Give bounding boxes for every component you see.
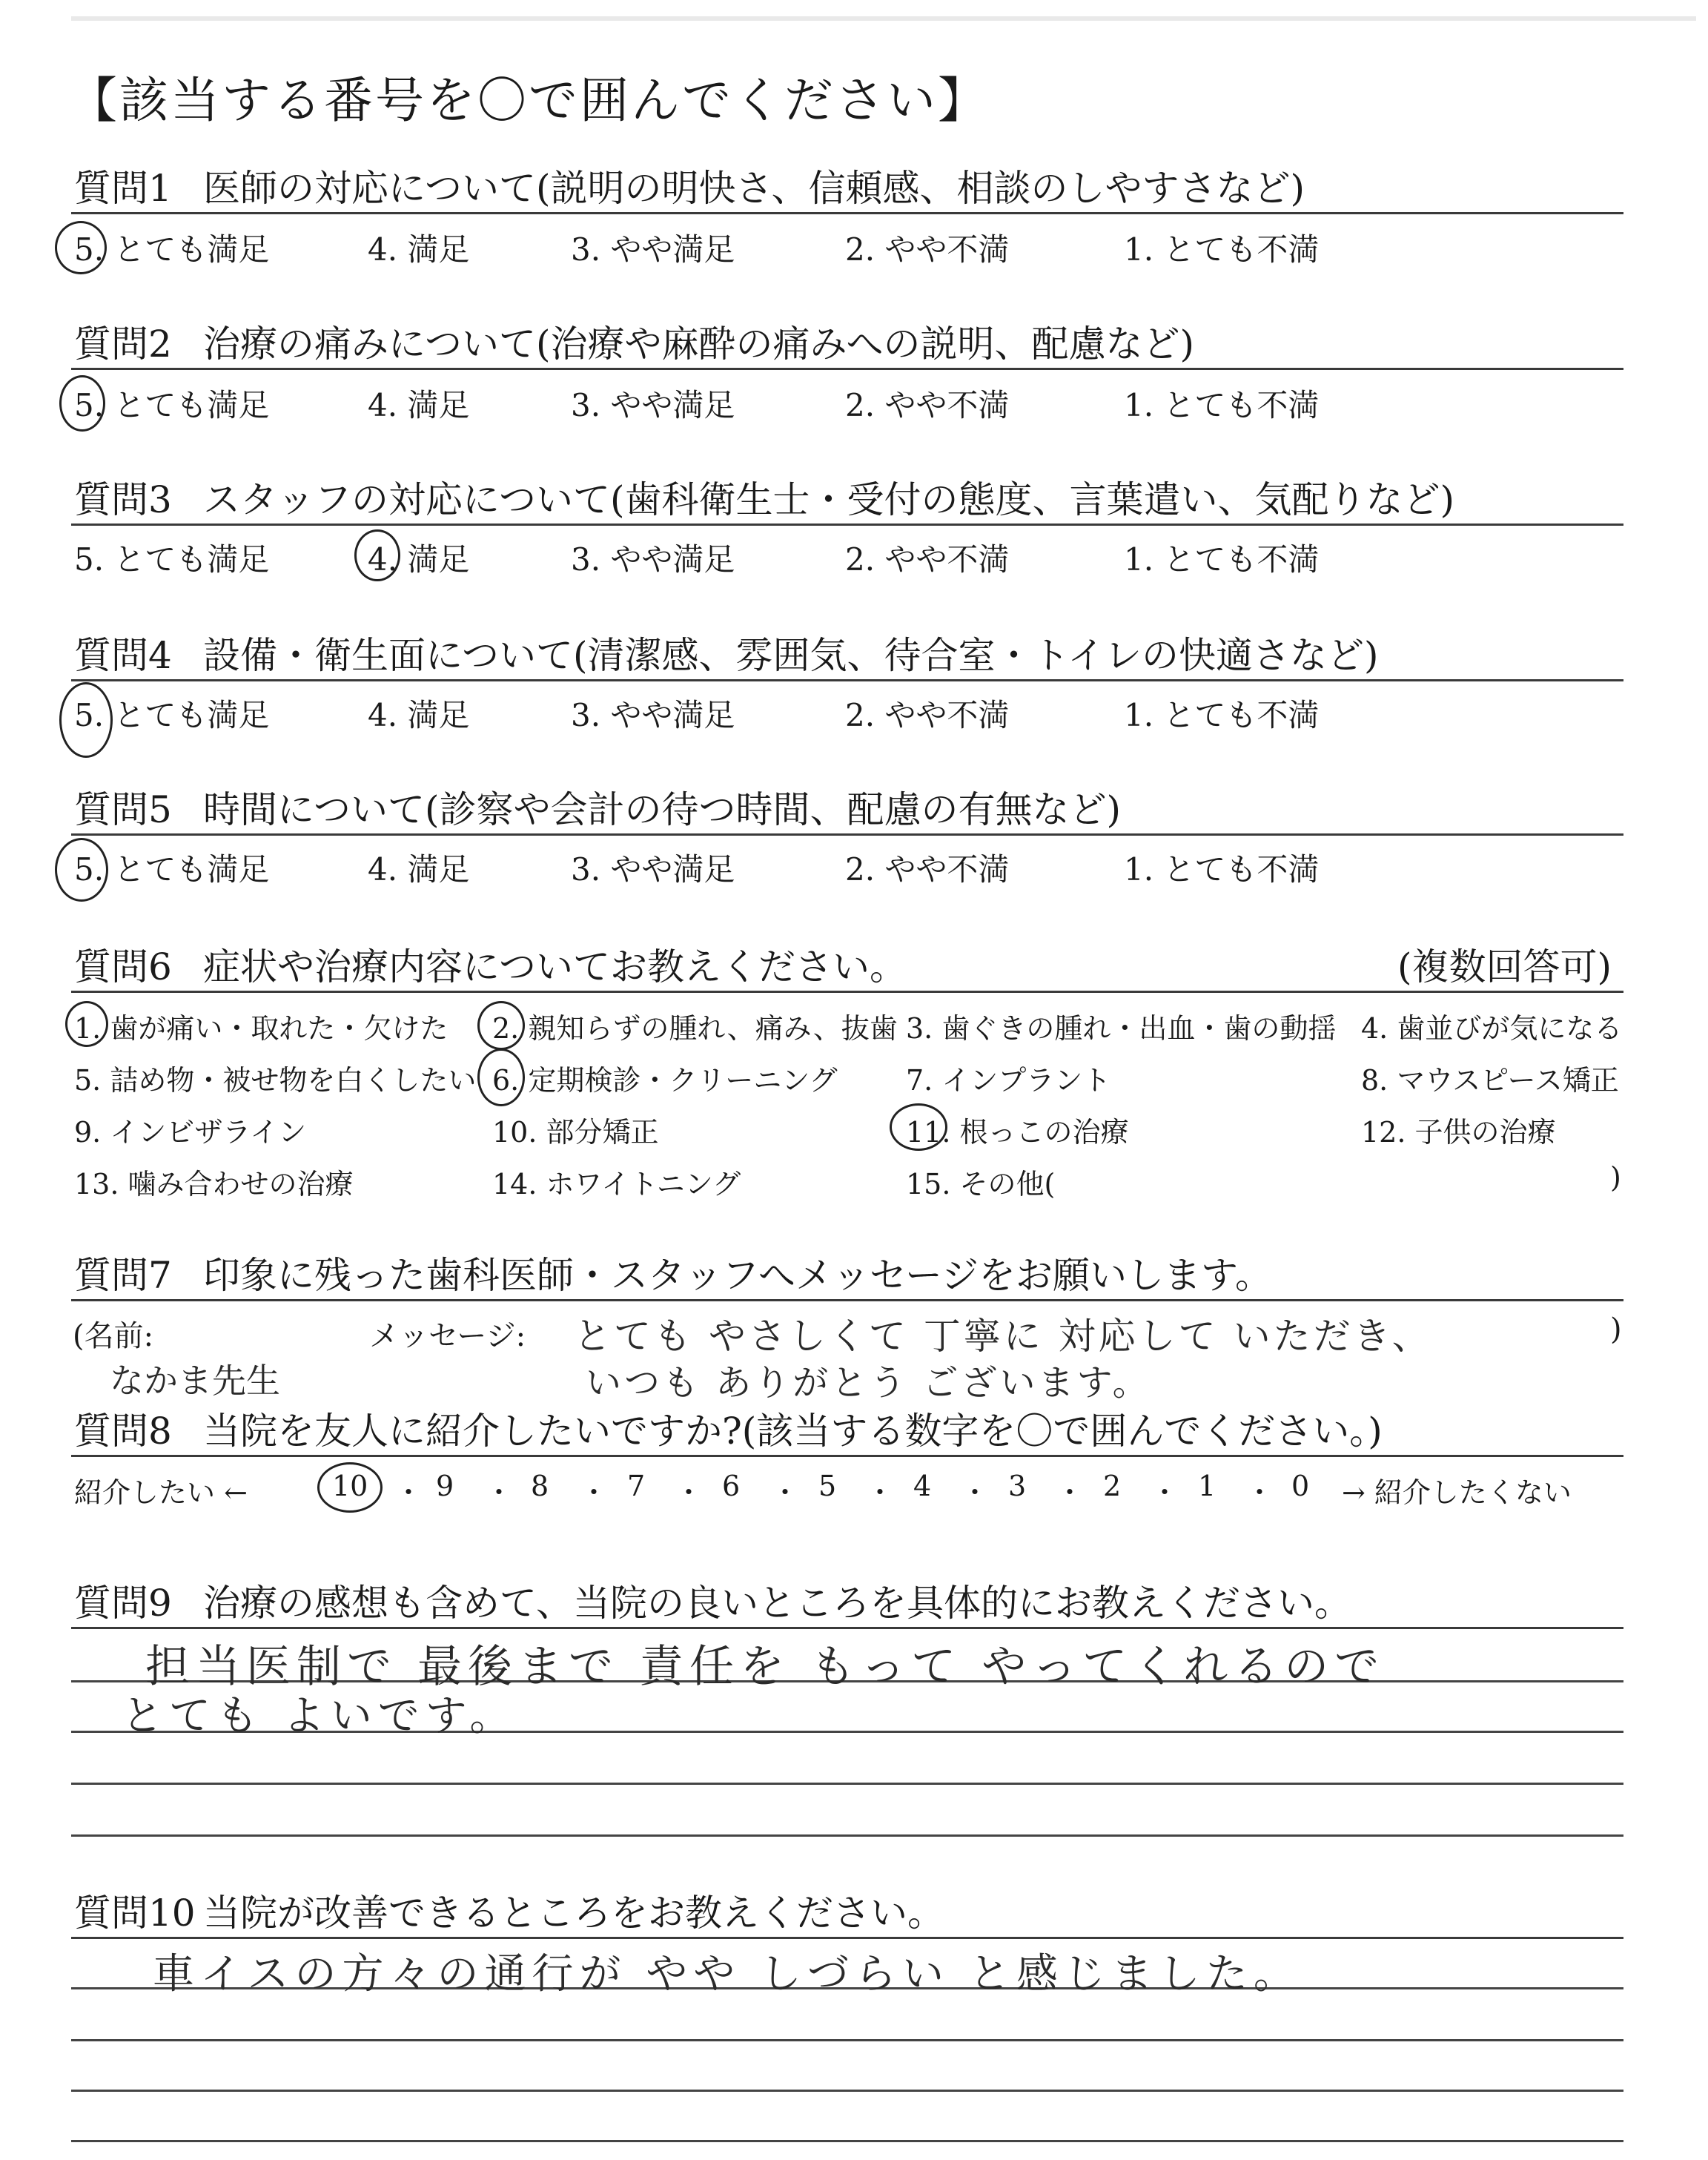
q5-option-3[interactable]: 3. やや満足 (571, 851, 735, 888)
scale-dot: ・ (1245, 1476, 1274, 1509)
question-number: 質問5 (74, 788, 172, 831)
scale-dot: ・ (866, 1476, 895, 1509)
question-8 (71, 1398, 1623, 1457)
question-10 (71, 1880, 1623, 1939)
q6-item-6[interactable]: 6. 定期検診・クリーニング (492, 1064, 838, 1097)
question-text: 時間について(診察や会計の待つ時間、配慮の有無など) (203, 788, 1122, 831)
top-divider (71, 16, 1696, 21)
q5-option-5[interactable]: 5. とても満足 (74, 851, 270, 888)
question-text: 当院を友人に紹介したいですか?(該当する数字を〇で囲んでください。) (203, 1410, 1383, 1453)
scale-3[interactable]: 3 (1008, 1470, 1027, 1502)
question-header (71, 1880, 1623, 1939)
scale-6[interactable]: 6 (722, 1470, 741, 1502)
q6-item-7[interactable]: 7. インプラント (906, 1064, 1111, 1097)
message-label: メッセージ: (369, 1319, 526, 1353)
scale-7[interactable]: 7 (627, 1470, 646, 1502)
recommend-left-label: 紹介したい ← (74, 1476, 248, 1509)
q2-option-4[interactable]: 4. 満足 (368, 387, 470, 423)
question-2 (71, 311, 1623, 370)
q6-item-11[interactable]: 11. 根っこの治療 (906, 1116, 1129, 1149)
q6-item-3[interactable]: 3. 歯ぐきの腫れ・出血・歯の動揺 (906, 1012, 1337, 1045)
name-label: (名前: (73, 1319, 154, 1353)
question-9 (71, 1571, 1623, 1629)
writing-line (71, 1783, 1623, 1785)
question-text: スタッフの対応について(歯科衛生士・受付の態度、言葉遣い、気配りなど) (203, 478, 1455, 521)
question-text: 治療の痛みについて(治療や麻酔の痛みへの説明、配慮など) (203, 323, 1195, 366)
question-number: 質問9 (74, 1582, 172, 1625)
q3-option-4[interactable]: 4. 満足 (368, 541, 470, 578)
scale-dot: ・ (394, 1476, 423, 1509)
scale-1[interactable]: 1 (1198, 1470, 1217, 1502)
q4-option-3[interactable]: 3. やや満足 (571, 697, 735, 733)
question-text: 医師の対応について(説明の明快さ、信頼感、相談のしやすさなど) (203, 167, 1305, 210)
question-number: 質問4 (74, 634, 172, 677)
q3-option-5[interactable]: 5. とても満足 (74, 541, 270, 578)
q1-option-4[interactable]: 4. 満足 (368, 231, 470, 268)
question-number: 質問6 (74, 945, 172, 988)
writing-line (71, 2140, 1623, 2142)
q6-item-12[interactable]: 12. 子供の治療 (1361, 1116, 1556, 1149)
q4-option-1[interactable]: 1. とても不満 (1124, 697, 1320, 733)
question-header (71, 1571, 1623, 1629)
selection-circle (55, 221, 107, 274)
q1-option-1[interactable]: 1. とても不満 (1124, 231, 1320, 268)
selection-circle (890, 1103, 947, 1151)
question-1 (71, 156, 1623, 214)
question-7 (71, 1243, 1623, 1301)
recommend-right-label: → 紹介したくない (1342, 1476, 1572, 1509)
writing-line (71, 1834, 1623, 1837)
scale-9[interactable]: 9 (436, 1470, 454, 1502)
q6-item-10[interactable]: 10. 部分矯正 (492, 1116, 659, 1149)
question-4 (71, 623, 1623, 681)
question-number: 質問7 (74, 1254, 172, 1297)
selection-circle (59, 682, 113, 758)
scale-2[interactable]: 2 (1103, 1470, 1122, 1502)
question-text: 治療の感想も含めて、当院の良いところを具体的にお教えください。 (203, 1582, 1351, 1625)
q6-item-2[interactable]: 2. 親知らずの腫れ、痛み、抜歯 (492, 1012, 898, 1045)
scale-5[interactable]: 5 (818, 1470, 837, 1502)
q6-item-8[interactable]: 8. マウスピース矯正 (1361, 1064, 1619, 1097)
q5-option-1[interactable]: 1. とても不満 (1124, 851, 1320, 888)
question-header (71, 467, 1623, 526)
selection-circle (65, 1001, 108, 1047)
handwritten-name: なかま先生 (110, 1361, 280, 1401)
question-3 (71, 467, 1623, 526)
question-6 (71, 934, 1623, 993)
q1-option-5[interactable]: 5. とても満足 (74, 231, 270, 268)
question-header (71, 311, 1623, 370)
q1-option-3[interactable]: 3. やや満足 (571, 231, 735, 268)
scale-dot: ・ (485, 1476, 514, 1509)
scale-dot: ・ (675, 1476, 704, 1509)
question-text: 設備・衛生面について(清潔感、雰囲気、待合室・トイレの快適さなど) (203, 634, 1379, 677)
selection-circle (354, 529, 400, 581)
q6-item-9[interactable]: 9. インビザライン (74, 1116, 307, 1149)
q6-item-15[interactable]: 15. その他( (906, 1168, 1056, 1200)
q6-item-14[interactable]: 14. ホワイトニング (492, 1168, 741, 1200)
q6-other-close-paren: ) (1610, 1161, 1621, 1194)
scale-10[interactable]: 10 (332, 1470, 368, 1502)
q6-item-1[interactable]: 1. 歯が痛い・取れた・欠けた (74, 1012, 448, 1045)
question-header (71, 156, 1623, 214)
question-header (71, 777, 1623, 836)
question-number: 質問1 (74, 167, 172, 210)
q6-item-5[interactable]: 5. 詰め物・被せ物を白くしたい (74, 1064, 477, 1097)
question-header (71, 1243, 1623, 1301)
scale-dot: ・ (1056, 1476, 1085, 1509)
q2-option-3[interactable]: 3. やや満足 (571, 387, 735, 423)
question-number: 質問10 (74, 1892, 196, 1935)
multiple-answers-note: (複数回答可) (1397, 945, 1612, 988)
selection-circle (55, 838, 108, 902)
q4-option-5[interactable]: 5. とても満足 (74, 697, 270, 733)
selection-circle (477, 1001, 525, 1050)
q3-option-3[interactable]: 3. やや満足 (571, 541, 735, 578)
q6-item-13[interactable]: 13. 噛み合わせの治療 (74, 1168, 354, 1200)
question-number: 質問2 (74, 323, 172, 366)
question-number: 質問8 (74, 1410, 172, 1453)
q2-option-1[interactable]: 1. とても不満 (1124, 387, 1320, 423)
handwritten-answer-line-1: 担当医制で 最後まで 責任を もって やってくれるので (145, 1641, 1386, 1693)
q3-option-2[interactable]: 2. やや不満 (845, 541, 1010, 578)
q4-option-2[interactable]: 2. やや不満 (845, 697, 1010, 733)
selection-circle (59, 375, 105, 432)
writing-line (71, 2090, 1623, 2092)
selection-circle (317, 1462, 383, 1513)
scale-dot: ・ (961, 1476, 990, 1509)
message-close-paren: ) (1610, 1312, 1622, 1347)
scale-dot: ・ (580, 1476, 609, 1509)
q4-option-4[interactable]: 4. 満足 (368, 697, 470, 733)
handwritten-message-line-2: いつも ありがとう ございます。 (586, 1362, 1151, 1404)
scale-8[interactable]: 8 (531, 1470, 549, 1502)
q3-option-1[interactable]: 1. とても不満 (1124, 541, 1320, 578)
question-5 (71, 777, 1623, 836)
q5-option-4[interactable]: 4. 満足 (368, 851, 470, 888)
q6-item-4[interactable]: 4. 歯並びが気になる (1361, 1012, 1623, 1045)
scale-4[interactable]: 4 (913, 1470, 932, 1502)
question-number: 質問3 (74, 478, 172, 521)
writing-line (71, 2039, 1623, 2041)
scale-dot: ・ (1151, 1476, 1179, 1509)
q2-option-2[interactable]: 2. やや不満 (845, 387, 1010, 423)
handwritten-answer-line-2: とても よいです。 (122, 1692, 517, 1740)
question-text: 症状や治療内容についてお教えください。 (203, 945, 907, 988)
question-text: 印象に残った歯科医師・スタッフへメッセージをお願いします。 (203, 1254, 1272, 1297)
q1-option-2[interactable]: 2. やや不満 (845, 231, 1010, 268)
selection-circle (477, 1048, 525, 1106)
scale-dot: ・ (771, 1476, 800, 1509)
question-text: 当院が改善できるところをお教えください。 (203, 1892, 944, 1935)
question-header (71, 934, 1623, 993)
scale-0[interactable]: 0 (1291, 1470, 1310, 1502)
q5-option-2[interactable]: 2. やや不満 (845, 851, 1010, 888)
page-title: 【該当する番号を〇で囲んでください】 (68, 72, 989, 129)
handwritten-message-line-1: とても やさしくて 丁寧に 対応して いただき、 (574, 1315, 1432, 1358)
handwritten-answer-line-1: 車イスの方々の通行が やや しづらい と感じました。 (153, 1950, 1301, 1998)
question-header (71, 623, 1623, 681)
question-header (71, 1398, 1623, 1457)
q2-option-5[interactable]: 5. とても満足 (74, 387, 270, 423)
